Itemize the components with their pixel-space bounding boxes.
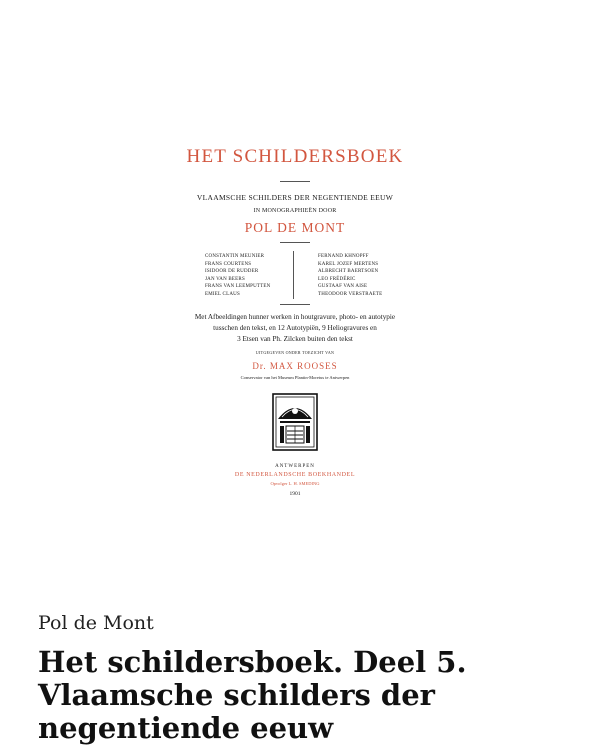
- book-author: POL DE MONT: [244, 220, 346, 235]
- publication-city: ANTWERPEN: [275, 464, 315, 469]
- painter-name: ISIDOOR DE RUDDER: [205, 269, 259, 275]
- painter-name: JAN VAN BEERS: [205, 276, 245, 282]
- title-page-scan: [150, 138, 440, 510]
- painter-name: CONSTANTIN MEUNIER: [205, 254, 265, 259]
- painters-right-column: [318, 253, 382, 299]
- description-line: 3 Etsen van Ph. Zilcken buiten den tekst: [237, 335, 353, 343]
- list-rule: [280, 304, 310, 305]
- record-title-line: Vlaamsche schilders der: [38, 678, 435, 712]
- publisher-note: Opvolger L. H. SMEDING: [270, 481, 320, 486]
- editor-name: Dr. MAX ROOSES: [252, 361, 338, 371]
- painter-name: FRANS COURTENS: [205, 261, 252, 267]
- printer-mark-icon: [272, 393, 318, 451]
- painter-name: THEODOOR VERSTRAETE: [318, 291, 383, 297]
- column-divider: [293, 251, 294, 299]
- publication-year: 1901: [289, 491, 301, 497]
- painter-name: FRANS VAN LEEMPUTTEN: [205, 284, 271, 290]
- editor-label: UITGEGEVEN ONDER TOEZICHT VAN: [255, 350, 335, 355]
- painters-left-column: [205, 253, 271, 299]
- record-title-line: Het schildersboek. Deel 5.: [38, 645, 467, 679]
- record-title-line: negentiende eeuw: [38, 711, 334, 745]
- editor-role: Conservator van het Museum Plantin-Moretus te Antwerpen: [240, 375, 350, 380]
- record-author: Pol de Mont: [38, 612, 154, 634]
- painter-name: EMIEL CLAUS: [205, 291, 240, 297]
- title-rule: [280, 181, 310, 182]
- painter-name: GUSTAAF VAN AISE: [318, 284, 368, 290]
- painter-name: LEO FRÉDÉRIC: [318, 276, 356, 282]
- illustration-description: [150, 312, 440, 345]
- book-subtitle-byline: IN MONOGRAPHIEËN DOOR: [253, 208, 337, 214]
- record-title: [38, 646, 558, 745]
- painter-name: FERNAND KHNOPFF: [318, 254, 369, 259]
- description-line: Met Afbeeldingen hunner werken in houtgravure, photo- en autotypie: [194, 313, 396, 321]
- book-subtitle: VLAAMSCHE SCHILDERS DER NEGENTIENDE EEUW: [196, 193, 394, 202]
- publisher-name: DE NEDERLANDSCHE BOEKHANDEL: [234, 472, 356, 478]
- author-rule: [280, 242, 310, 243]
- book-main-title: HET SCHILDERSBOEK: [186, 146, 404, 167]
- painter-name: ALBRECHT BAERTSOEN: [318, 269, 379, 275]
- painter-name: KAREL JOZEF MERTENS: [318, 261, 379, 267]
- description-line: tusschen den tekst, en 12 Autotypiën, 9 Heliogravures en: [213, 324, 377, 332]
